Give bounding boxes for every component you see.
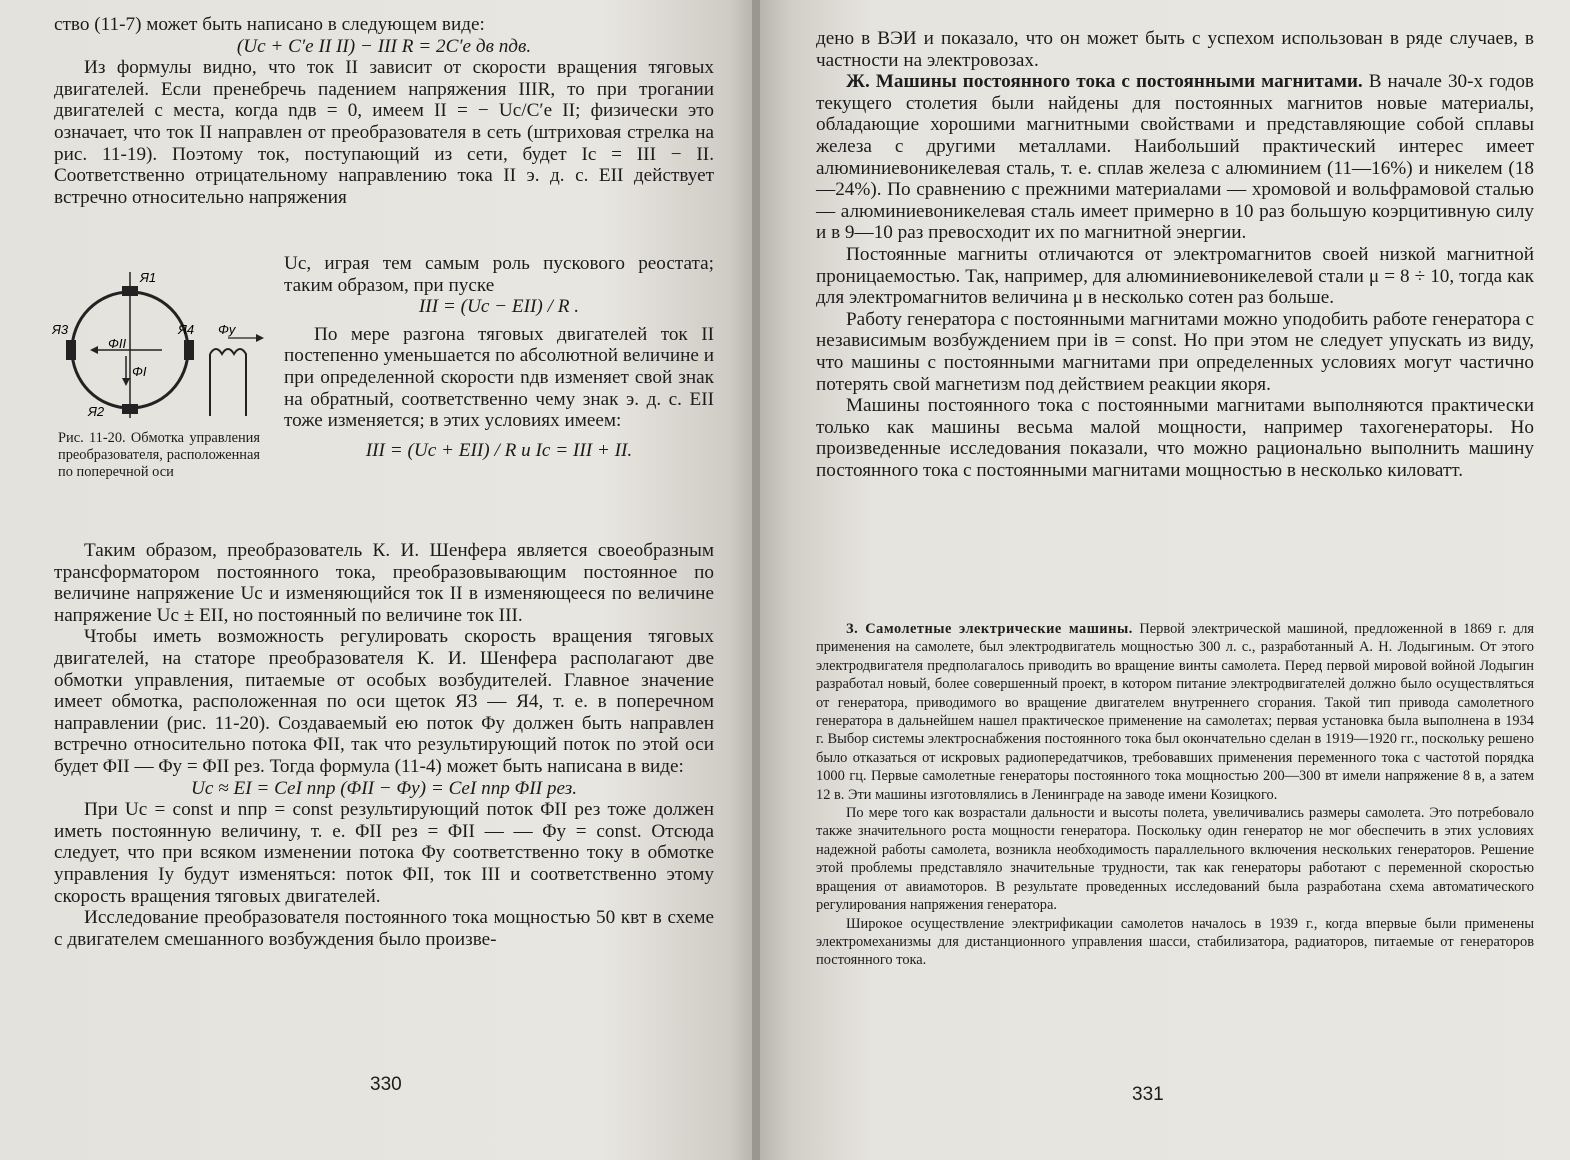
small-para-1: Первой электрической машиной, предложенной в 1869 г. для применения на самолете, был электродвигатель мощностью 300 л. с., разработанный А. Н. Лодыгиным. От этого электродвигателя предполагалось приводить во вращение винты самолета. Перед первой мировой войной Лодыгин разработал новый, более совершенный проект, в котором питание электродвигателей должно было осуществляться от генератора, приводимого во вращение двигателем внутреннего сгорания. Такой тип привода самолетного генератора в дальнейшем нашел практическое применение на самолетах; первая установка была выполнена в 1934 г. Выбор системы электроснабжения постоянного тока был окончательно сделан в 1919—1920 гг., поскольку решено было отказаться от искровых радиопередатчиков, требовавших применения переменного тока с частотой порядка 1000 гц. Первые самолетные генераторы постоянного тока мощностью 200—300 вт имели напряжение 8 в, а затем 12 в. Эти машины изготовлялись в Ленинграде на заводе имени Козицкого.: [816, 621, 1534, 803]
phi-i-arrowhead: [122, 378, 130, 386]
left-bottom-block: [54, 540, 714, 950]
label-phi-ii: ΦII: [108, 336, 127, 351]
small-para-3: Широкое осуществление электрификации самолетов началось в 1939 г., когда впервые были применены электромеханизмы для дистанционного управления шасси, стабилизатора, радиаторов, питаемые от генераторов постоянного тока.: [816, 915, 1534, 969]
right-small-block: [816, 620, 1534, 970]
label-ya4: Я4: [178, 322, 195, 337]
phi-u-arrowhead: [256, 334, 264, 342]
figure-caption: Рис. 11-20. Обмотка управления преобразователя, расположенная по поперечной оси: [58, 430, 260, 480]
label-ya3: Я3: [52, 322, 69, 337]
brush-ya4: [184, 340, 194, 360]
left-para-2: По мере разгона тяговых двигателей ток II постепенно уменьшается по абсолютной величине и при определенной скорости nдв изменяет свой знак на обратный, соответственно чему знак э. д. с. EII тоже изменяется; в этих условиях имеем:: [284, 323, 714, 432]
book-gutter: [752, 0, 760, 1160]
right-top-block: [816, 28, 1534, 481]
page-number-right: 331: [1132, 1084, 1164, 1105]
label-phi-u: Φу: [218, 322, 236, 337]
section-g-heading: Ж. Машины постоянного тока с постоянными магнитами.: [846, 71, 1363, 93]
left-para-3: Таким образом, преобразователь К. И. Шенфера является своеобразным трансформатором постоянного тока, преобразовывающим постоянное по величине напряжение Uс и изменяющийся ток II в изменяющееся по величине напряжение Uс ± EII, но постоянный по величине ток III.: [54, 540, 714, 626]
right-para-1: дено в ВЭИ и показало, что он может быть с успехом использован в ряде случаев, в частности на электровозах.: [816, 28, 1534, 71]
right-para-2-wrap: [816, 71, 1534, 244]
left-para-5: При Uс = const и nпр = const результирующий поток ΦII рез тоже должен иметь постоянную величину, т. е. ΦII рез = ΦII — — Φу = const. Отсюда следует, что при всяком изменении потока Φу соответственно току в обмотке управления Iу будут изменяться: поток ΦII, ток III и соответственно этому скорость вращения тяговых двигателей.: [54, 799, 714, 907]
brush-ya3: [66, 340, 76, 360]
formula-3: III = (Uс + EII) / R и Iс = III + II.: [365, 439, 633, 461]
label-ya1: Я1: [140, 270, 157, 285]
left-para-6: Исследование преобразователя постоянного тока мощностью 50 квт в схеме с двигателем смешанного возбуждения было произве-: [54, 907, 714, 950]
formula-1: (Uс + C′e II II) − III R = 2C′e дв nдв.: [236, 35, 532, 57]
control-winding: [210, 349, 246, 416]
left-para-4: Чтобы иметь возможность регулировать скорость вращения тяговых двигателей, на статоре преобразователя К. И. Шенфера располагают две обмотки управления, питаемые от особых возбудителей. Главное значение имеет обмотка, расположенная по оси щеток Я3 — Я4, т. е. в поперечном направлении (рис. 11-20). Создаваемый ею поток Φу должен быть направлен встречно относительно потока ΦII, так что результирующий поток по этой оси будет ΦII — Φу = ΦII рез. Тогда формула (11-4) может быть написана в виде:: [54, 626, 714, 777]
right-para-3: Постоянные магниты отличаются от электромагнитов своей низкой магнитной проницаемостью. Так, например, для алюминиевоникелевой стали μ = 8 ÷ 10, тогда как для электромагнитов величина μ в несколько сотен раз больше.: [816, 243, 1534, 309]
left-para-1: Из формулы видно, что ток II зависит от скорости вращения тяговых двигателей. Если пренебречь падением напряжения IIIR, то при трогании двигателей с места, когда nдв = 0, имеем II = − Uс/C′e II; физически это означает, что ток II направлен от преобразователя в сеть (штриховая стрелка на рис. 11-19). Поэтому ток, поступающий из сети, будет Iс = III − II. Соответственно отрицательному направлению тока II э. д. с. EII действует встречно относительно напряжения: [54, 57, 714, 208]
right-page: [760, 0, 1570, 1160]
label-ya2: Я2: [88, 404, 105, 419]
formula-2: III = (Uс − EII) / R .: [418, 296, 580, 318]
right-para-5: Машины постоянного тока с постоянными магнитами выполняются практически только как машины весьма малой мощности, например тахогенераторы. Но произведенные исследования показали, что можно рационально выполнить машину постоянного тока с постоянными магнитами мощностью в несколько киловатт.: [816, 395, 1534, 481]
left-top-block: [54, 14, 714, 208]
left-page: [0, 0, 752, 1160]
small-para-2: По мере того как возрастали дальности и высоты полета, увеличивались размеры самолета. Это потребовало также значительного роста мощности генератора. Поскольку один генератор не мог обеспечить в этих условиях надежной работы самолета, возникла необходимость параллельного включения нескольких генераторов. Решение этой проблемы представляло значительные трудности, так как генераторы работают с переменной скоростью вращения от авиамоторов. В результате проведенных исследований была разработана схема автоматического регулирования напряжения генератора.: [816, 805, 1534, 914]
right-para-2: В начале 30-х годов текущего столетия были найдены для постоянных магнитов новые материалы, обладающие хорошими магнитными свойствами и представляющие собой сплавы железа с другими металлами. Наибольший практический интерес имеет алюминиевоникелевая сталь, т. е. сплав железа с алюминием (11—16%) и никелем (18—24%). По сравнению с прежними материалами — хромовой и вольфрамовой сталью — алюминиевоникелевая сталь имеет примерно в 10 раз большую коэрцитивную силу и в 9—10 раз превосходит их по магнитной энергии.: [816, 71, 1534, 244]
left-line-top: ство (11-7) может быть написано в следующем виде:: [54, 14, 485, 35]
formula-4: Uс ≈ EI = CeI nпр (ΦII − Φу) = CeI nпр ΦII рез.: [191, 777, 577, 799]
section-z-heading: З. Самолетные электрические машины.: [846, 621, 1133, 637]
figure-11-20: [52, 268, 272, 423]
left-para-1b: Uс, играя тем самым роль пускового реостата; таким образом, при пуске: [284, 253, 714, 296]
right-para-4: Работу генератора с постоянными магнитами можно уподобить работе генератора с независимым возбуждением при iв = const. Но при этом не следует упускать из виду, что машины с постоянными магнитами при определенных условиях могут частично потерять свой магнетизм под действием реакции якоря.: [816, 308, 1534, 395]
small-para-1-wrap: [816, 620, 1534, 804]
page-number-left: 330: [370, 1074, 402, 1095]
brush-ya1: [122, 286, 138, 296]
phi-ii-arrowhead: [90, 346, 98, 354]
left-side-block: [284, 253, 714, 461]
label-phi-i: ΦI: [132, 364, 147, 379]
brush-ya2: [122, 404, 138, 414]
